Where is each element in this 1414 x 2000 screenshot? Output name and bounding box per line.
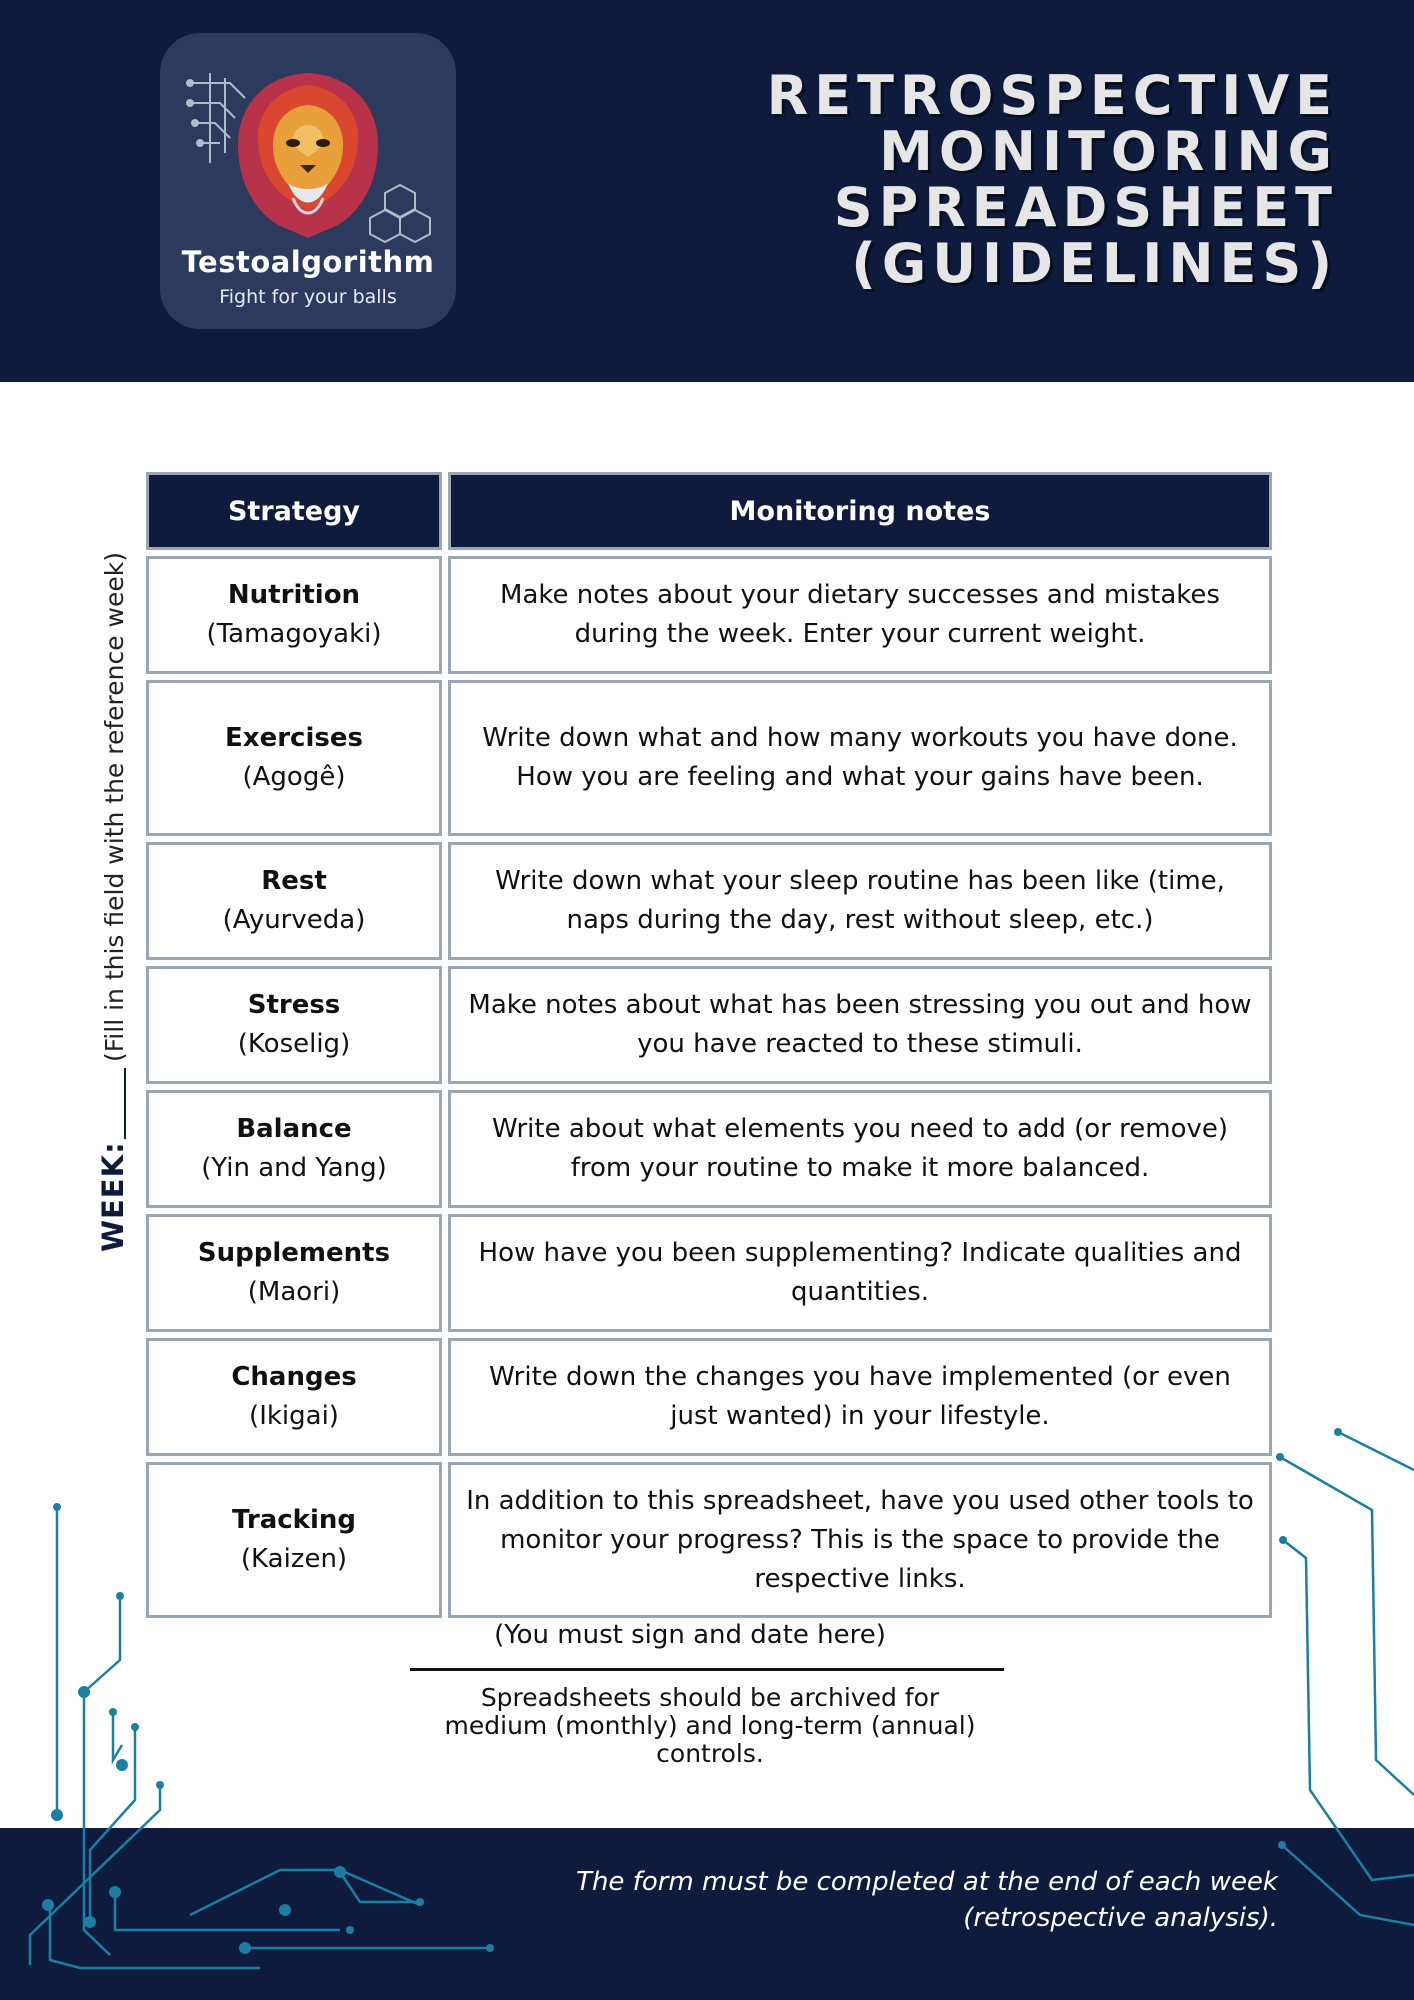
strategy-origin: (Kaizen) <box>240 1544 348 1574</box>
signature-hint: (You must sign and date here) <box>494 1620 886 1650</box>
week-label: WEEK: <box>96 1141 130 1252</box>
archive-note: Spreadsheets should be archived for medium (monthly) and long-term (annual) controls. <box>444 1683 976 1768</box>
header-strategy: Strategy <box>146 472 442 550</box>
title-line: SPREADSHEET <box>833 176 1338 239</box>
notes-cell[interactable]: In addition to this spreadsheet, have you used other tools to monitor your progress? This is the space to provide the respective links. <box>448 1462 1272 1618</box>
strategy-name: Rest <box>261 866 327 896</box>
notes-cell[interactable]: Write down the changes you have implemented (or even just wanted) in your lifestyle. <box>448 1338 1272 1456</box>
strategy-name: Balance <box>236 1114 352 1144</box>
strategy-origin: (Koselig) <box>237 1029 351 1059</box>
footer-line: (retrospective analysis). <box>963 1903 1278 1933</box>
footer-line: The form must be completed at the end of each week <box>576 1867 1278 1897</box>
logo-tagline: Fight for your balls <box>219 286 397 308</box>
strategy-origin: (Tamagoyaki) <box>206 619 382 649</box>
title-line: MONITORING <box>879 120 1338 183</box>
logo-brand-name: Testoalgorithm <box>181 245 435 279</box>
strategy-name: Exercises <box>225 723 363 753</box>
strategy-origin: (Maori) <box>247 1277 341 1307</box>
strategy-origin: (Agogê) <box>242 762 346 792</box>
strategy-origin: (Yin and Yang) <box>201 1153 387 1183</box>
notes-cell[interactable]: Write down what and how many workouts you have done. How you are feeling and what your gains have been. <box>448 680 1272 836</box>
week-hint: (Fill in this field with the reference week) <box>100 552 129 1063</box>
strategy-origin: (Ayurveda) <box>222 905 366 935</box>
notes-cell[interactable]: How have you been supplementing? Indicate qualities and quantities. <box>448 1214 1272 1332</box>
title-line: (GUIDELINES) <box>851 232 1338 295</box>
strategy-name: Nutrition <box>227 580 361 610</box>
notes-cell[interactable]: Write about what elements you need to add (or remove) from your routine to make it more balanced. <box>448 1090 1272 1208</box>
strategy-name: Stress <box>247 990 341 1020</box>
strategy-origin: (Ikigai) <box>249 1401 339 1431</box>
header-monitoring-notes: Monitoring notes <box>448 472 1272 550</box>
strategy-name: Supplements <box>197 1238 391 1268</box>
strategy-name: Tracking <box>232 1505 356 1535</box>
title-line: RETROSPECTIVE <box>766 64 1338 127</box>
notes-cell[interactable]: Make notes about your dietary successes and mistakes during the week. Enter your current weight. <box>448 556 1272 674</box>
notes-cell[interactable]: Write down what your sleep routine has been like (time, naps during the day, rest without sleep, etc.) <box>448 842 1272 960</box>
strategy-name: Changes <box>231 1362 357 1392</box>
notes-cell[interactable]: Make notes about what has been stressing you out and how you have reacted to these stimuli. <box>448 966 1272 1084</box>
